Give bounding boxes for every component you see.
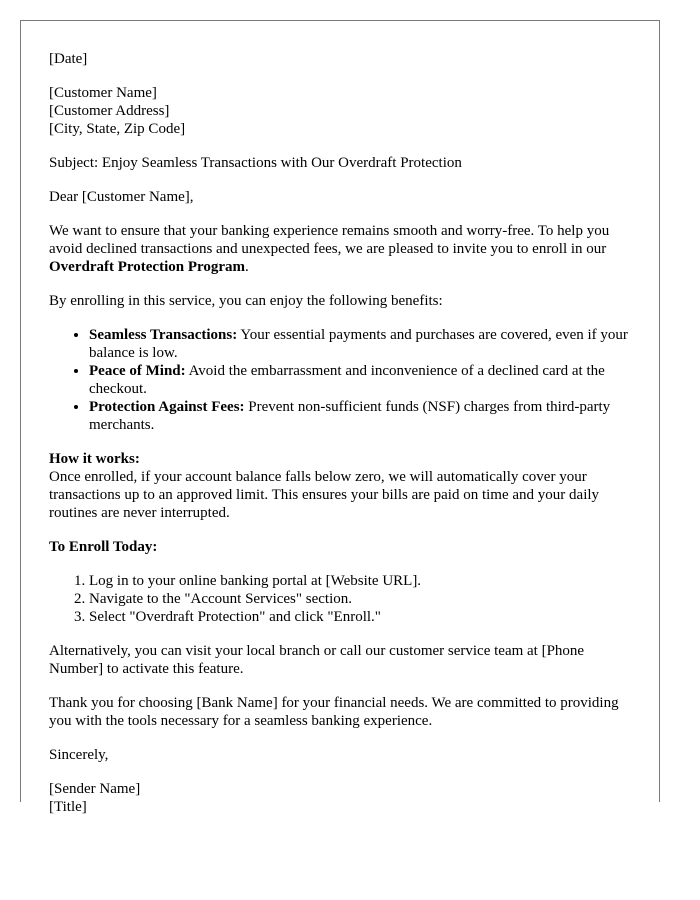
thanks-paragraph: Thank you for choosing [Bank Name] for your financial needs. We are committed to providing you with the tools necessary for a seamless banking experience. (49, 695, 619, 729)
sender-name: [Sender Name] (49, 781, 141, 797)
closing: Sincerely, (49, 747, 109, 763)
benefit-title: Peace of Mind: (89, 363, 186, 379)
how-it-works-section (49, 450, 631, 522)
benefits-list (49, 326, 631, 434)
enroll-heading (49, 538, 631, 556)
salutation: Dear [Customer Name], (49, 189, 194, 205)
benefit-item (89, 398, 631, 434)
benefit-text: Prevent non-sufficient funds (NSF) charges from third-party merchants. (89, 399, 611, 433)
benefit-title: Protection Against Fees: (89, 399, 245, 415)
sender-title: [Title] (49, 799, 87, 815)
benefit-text: Your essential payments and purchases are covered, even if your balance is low. (89, 327, 628, 361)
enroll-step: 1. Log in to your online banking portal at [Website URL]. (89, 572, 631, 590)
recipient-street: [Customer Address] (49, 103, 170, 119)
recipient-address (49, 84, 631, 138)
how-it-works-heading: How it works: (49, 451, 140, 467)
enroll-step: 3. Select "Overdraft Protection" and click "Enroll." (89, 608, 631, 626)
intro-text: We want to ensure that your banking experience remains smooth and worry-free. To help you avoid declined transactions and unexpected fees, we are pleased to invite you to enroll in our (49, 223, 610, 257)
letter-page (20, 20, 660, 815)
enroll-steps-list (49, 572, 631, 626)
letter-date: [Date] (49, 51, 88, 67)
intro-end: . (245, 259, 249, 275)
recipient-name: [Customer Name] (49, 85, 157, 101)
intro-paragraph (49, 222, 631, 276)
signature-block (49, 780, 631, 816)
how-it-works-text: Once enrolled, if your account balance falls below zero, we will automatically cover your transactions up to an approved limit. This ensures your bills are paid on time and your daily routines are never interrupted. (49, 469, 600, 521)
program-name: Overdraft Protection Program (49, 259, 246, 275)
benefit-item (89, 326, 631, 362)
benefit-item (89, 362, 631, 398)
benefit-text: Avoid the embarrassment and inconvenience of a declined card at the checkout. (89, 363, 605, 397)
enroll-heading-text: To Enroll Today: (49, 539, 158, 555)
benefits-intro: By enrolling in this service, you can enjoy the following benefits: (49, 293, 443, 309)
benefit-title: Seamless Transactions: (89, 327, 238, 343)
letter-subject: Subject: Enjoy Seamless Transactions with Our Overdraft Protection (49, 155, 462, 171)
alternative-paragraph: Alternatively, you can visit your local branch or call our customer service team at [Phone Number] to activate this feature. (49, 643, 585, 677)
recipient-city: [City, State, Zip Code] (49, 121, 186, 137)
enroll-step: 2. Navigate to the "Account Services" section. (89, 590, 631, 608)
